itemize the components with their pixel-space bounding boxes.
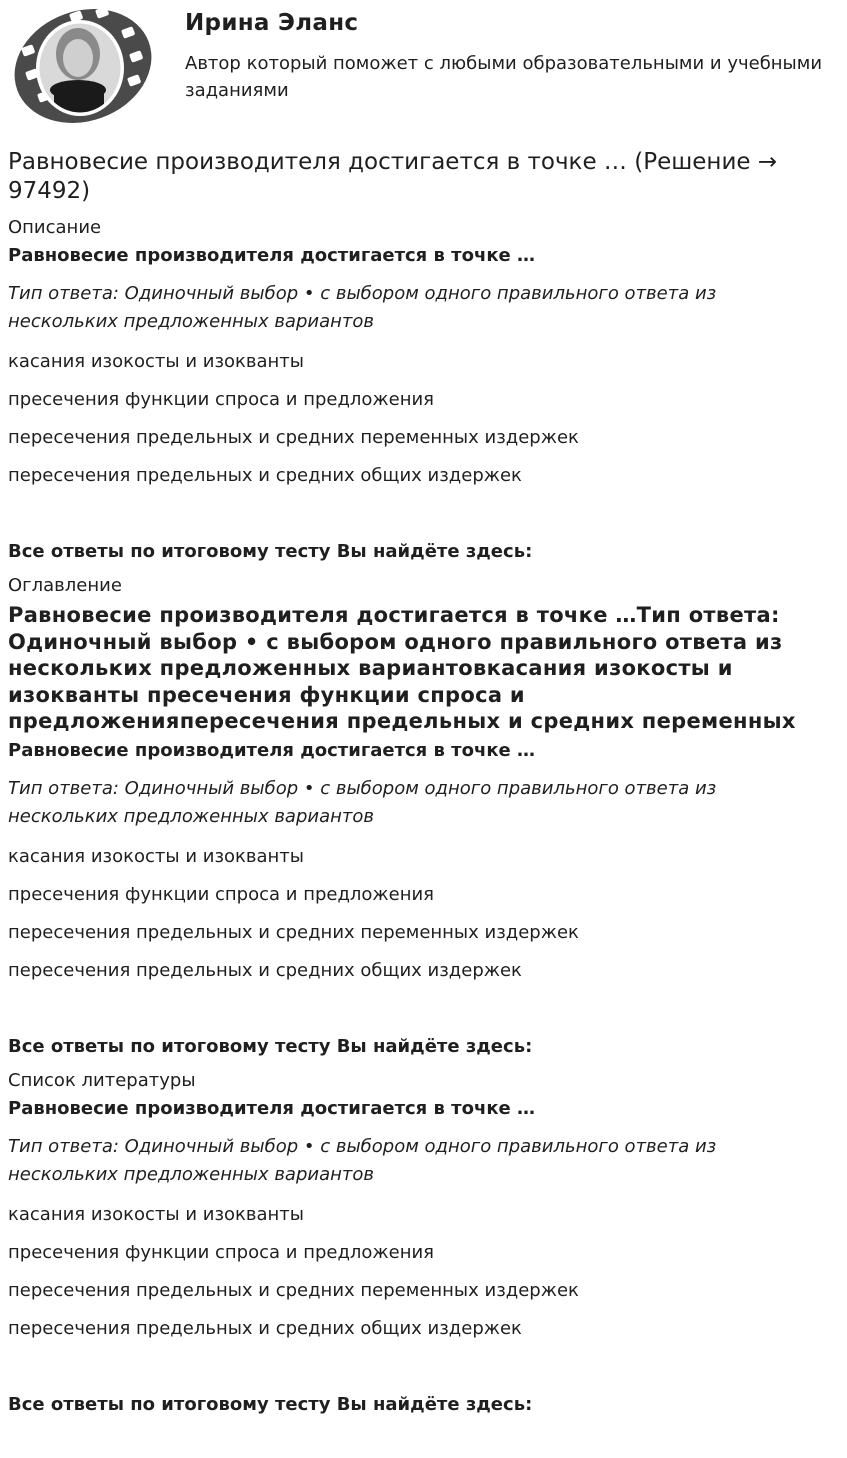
question-option: пресечения функции спроса и предложения xyxy=(8,389,435,410)
question-type: Тип ответа: Одиночный выбор • с выбором одного правильного ответа из нескольких предложенных вариантов xyxy=(8,1136,717,1185)
question-option: пересечения предельных и средних переменных издержек xyxy=(8,922,579,943)
toc-heading: Оглавление xyxy=(8,575,122,596)
question-type: Тип ответа: Одиночный выбор • с выбором одного правильного ответа из нескольких предложенных вариантов xyxy=(8,778,717,827)
question-option: касания изокосты и изокванты xyxy=(8,351,305,372)
toc-summary: Равновесие производителя достигается в точке …Тип ответа: Одиночный выбор • с выбором одного правильного ответа из нескольких предложенных вариантовкасания изокосты и изокванты пресечения функции спроса и предложенияпересечения предельных и средних переменных xyxy=(8,603,796,733)
author-name[interactable]: Ирина Эланс xyxy=(185,10,359,36)
page-title: Равновесие производителя достигается в точке … (Решение → 97492) xyxy=(8,149,778,204)
question-type: Тип ответа: Одиночный выбор • с выбором одного правильного ответа из нескольких предложенных вариантов xyxy=(8,283,717,332)
question-option: пресечения функции спроса и предложения xyxy=(8,1242,435,1263)
question-option: пересечения предельных и средних переменных издержек xyxy=(8,1280,579,1301)
author-card xyxy=(8,0,839,140)
answers-link[interactable]: Все ответы по итоговому тесту Вы найдёте здесь: xyxy=(8,1036,533,1057)
question-option: пересечения предельных и средних общих издержек xyxy=(8,465,522,486)
question-option: пересечения предельных и средних общих издержек xyxy=(8,1318,522,1339)
author-description: Автор который поможет с любыми образовательными и учебными заданиями xyxy=(185,53,823,101)
question-option: касания изокосты и изокванты xyxy=(8,846,305,867)
question-option: пересечения предельных и средних общих издержек xyxy=(8,960,522,981)
answers-link[interactable]: Все ответы по итоговому тесту Вы найдёте здесь: xyxy=(8,1394,533,1415)
toc-section xyxy=(8,574,839,1059)
question-option: пресечения функции спроса и предложения xyxy=(8,884,435,905)
author-avatar[interactable] xyxy=(8,6,158,126)
question-title: Равновесие производителя достигается в точке … xyxy=(8,245,536,266)
literature-heading: Список литературы xyxy=(8,1070,196,1091)
description-heading: Описание xyxy=(8,217,102,238)
question-title: Равновесие производителя достигается в точке … xyxy=(8,1098,536,1119)
literature-section xyxy=(8,1069,839,1417)
description-section xyxy=(8,216,839,564)
question-option: касания изокосты и изокванты xyxy=(8,1204,305,1225)
answers-link[interactable]: Все ответы по итоговому тесту Вы найдёте здесь: xyxy=(8,541,533,562)
question-option: пересечения предельных и средних переменных издержек xyxy=(8,427,579,448)
question-title: Равновесие производителя достигается в точке … xyxy=(8,740,536,761)
